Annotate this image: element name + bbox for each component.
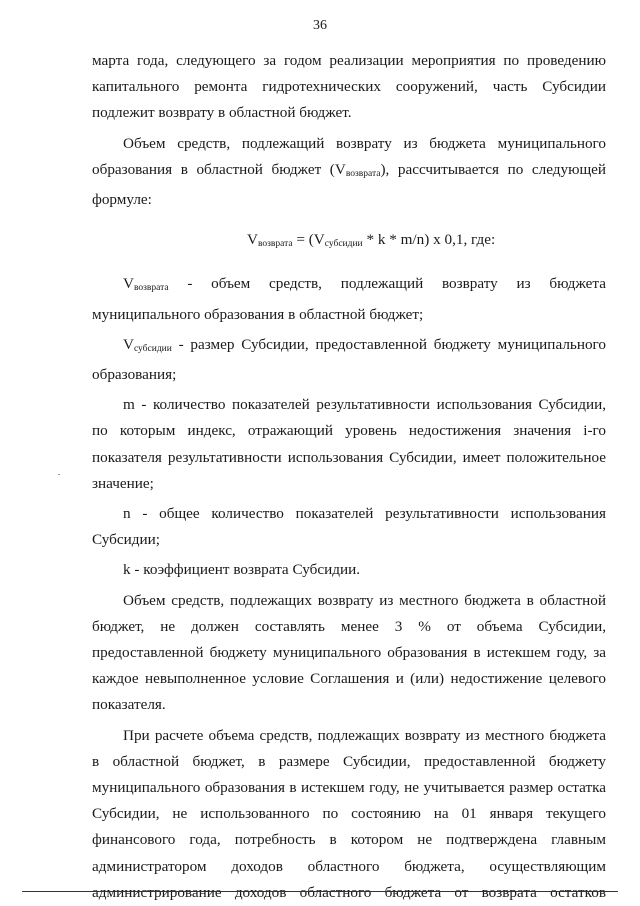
paragraph-calculation-exclusion: При расчете объема средств, подлежащих возврату из местного бюджета в областной бюджет, в размере Субсидии, предоставленной бюджету муниципального образования в истекшем году, не учитывается размер остатка Субсидии, не использованного по состоянию на 01 января текущего финансового года, потребность в котором не подтверждена главным администратором доходов областного бюджета, осуществляющим администрирование доходов областного бюджета от возврата остатков <box>92 726 606 901</box>
formula-symbol: V <box>247 231 258 249</box>
definition-symbol: V <box>123 275 134 293</box>
document-body <box>92 48 606 906</box>
definition-n: n - общее количество показателей результативности использования Субсидии; <box>92 505 606 549</box>
definition-v-subsidy <box>92 332 606 388</box>
formula-text: * k * m/n) x 0,1, где: <box>362 231 496 249</box>
definition-text: - размер Субсидии, предоставленной бюджету муниципального образования; <box>92 335 606 384</box>
return-formula <box>92 227 606 257</box>
definition-symbol: V <box>123 335 134 353</box>
page-bottom-rule <box>22 891 618 892</box>
page-number: 36 <box>313 18 327 33</box>
formula-text: = (V <box>292 231 325 249</box>
paragraph-text: Объем средств, подлежащий возврату из бюджета муниципального образования в областной бюджет (V <box>92 134 606 178</box>
definition-m: m - количество показателей результативности использования Субсидии, по которым индекс, отражающий уровень недостижения значения i-го показателя результативности использования Субсидии, имеет положительное значение; <box>92 396 606 492</box>
definition-text: - объем средств, подлежащий возврату из бюджета муниципального образования в областной бюджет; <box>92 275 606 323</box>
paragraph-minimum-return: Объем средств, подлежащих возврату из местного бюджета в областной бюджет, не должен составлять менее 3 % от объема Субсидии, предоставленной бюджету муниципального образования в истекшем году, за каждое невыполненное условие Соглашения и (или) недостижение целевого показателя. <box>92 591 606 714</box>
paragraph-return-amount <box>92 131 606 214</box>
definition-subscript: субсидии <box>133 343 172 354</box>
subscript: возврата <box>345 168 381 179</box>
definition-v-return <box>92 271 606 327</box>
scan-artifact <box>58 474 60 475</box>
definition-subscript: возврата <box>133 283 169 294</box>
paragraph-text: ), рассчитывается по следующей формуле: <box>92 160 607 209</box>
paragraph-continuation: марта года, следующего за годом реализации мероприятия по проведению капитального ремонта гидротехнических сооружений, часть Субсидии подлежит возврату в областной бюджет. <box>92 52 606 122</box>
formula-subscript: субсидии <box>324 239 363 250</box>
formula-subscript: возврата <box>257 239 293 250</box>
definition-k: k - коэффициент возврата Субсидии. <box>123 561 360 579</box>
